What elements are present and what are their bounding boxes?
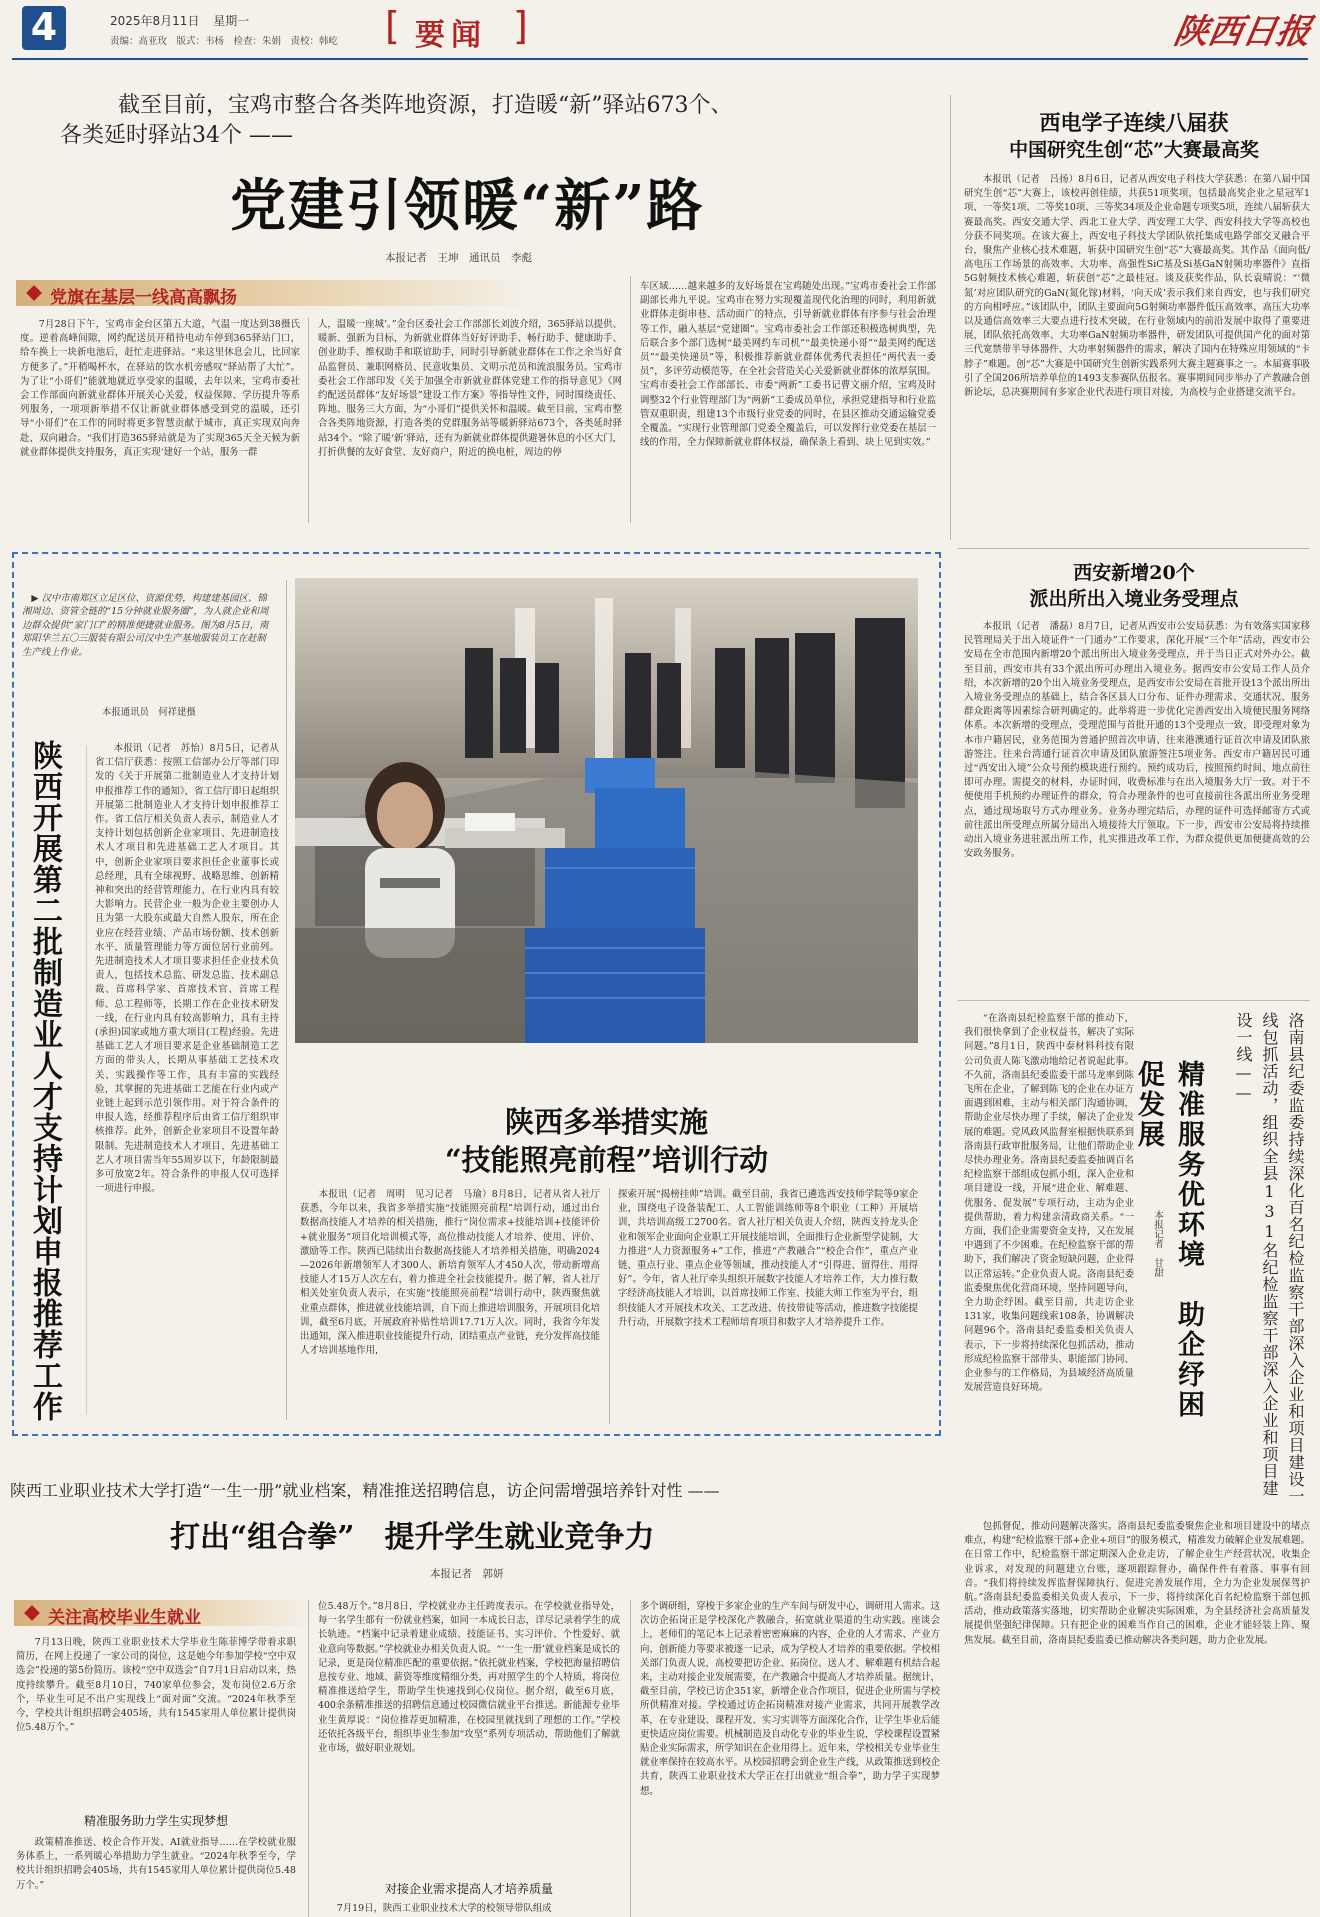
lead-column-1: 7月28日下午，宝鸡市金台区第五大道，气温一度达到38摄氏度。逆着高峰间隙，网约配送员开稍待电动车停到365驿站门口，给车换上一块新电池后，赶忙走进驿站。“来这里休息会儿，比回家方便多了。”开稍喝杯水，在驿站的饮水机旁感叹“驿站帮了大忙”。为了让“小哥们”能就地就近享受家的温暖，去年以来，宝鸡市委社会工作部面向新就业群体开展关心关爱，权益保障、学历提升等系列服务，一项项新举措不仅让新就业群体感受到党的温暖，还引导“小哥们”在工作的同时将更多智慧贡献于城市，真正实现双向奔赴、双向融合。“我们打造365驿站就是为了实现365天全天候为新就业群体提供支持服务，真正实现‘建好一个站，服务一群 bbox=[20, 319, 300, 458]
header-staff: 责编：高亚玫 版式：韦杨 检查：朱娟 责校：韩屹 bbox=[110, 36, 339, 47]
lead-column-2: 人，温暖一座城’。”金台区委社会工作部部长刘波介绍，365驿站以提供、暖新、强新为目标，为新就业群体当好好评助手、畅行助手、健康助手、创业助手、维权助手和联谊助手，同时引导新就业群体在工作之余当好食品监督员、兼职网格员、民意收集员、文明示范员和流浪服务员。宝鸡市委社会工作部印发《关于加强全市新就业群体党建工作的指导意见》《网约配送员群体“友好场景”建设工作方案》等指导性文件，同时围绕责任、阵地、服务三大方面，为“小哥们”提供关怀和温暖。截至目前，宝鸡市整合各类阵地资源，打造各类的党群服务站等暖新驿站673个，各类延时驿站34个。“除了暖‘新’驿站，还有为新就业群体提供避暑休息的小区大门，打折供餐的友好食堂、友好商户，附近的换电桩，周边的停 bbox=[318, 319, 622, 458]
subhead-diamond-icon bbox=[26, 285, 42, 301]
luonan-vertical-kicker: 洛南县纪委监委持续深化百名纪检监察干部深入企业和项目建设一线包抓活动，组织全县131名纪检监察干部深入企业和项目建设一线—— bbox=[1234, 1012, 1305, 1505]
section-label-frame bbox=[385, 4, 535, 53]
talent-title-rule bbox=[86, 745, 87, 1415]
xian-headline-line2: 派出所出入境业务受理点 bbox=[1029, 588, 1239, 610]
lead-kicker-line1: 截至目前，宝鸡市整合各类阵地资源，打造暖“新”驿站673个、 bbox=[118, 93, 733, 118]
xdu-story bbox=[958, 95, 1318, 535]
header-date bbox=[110, 12, 249, 29]
page-header bbox=[0, 0, 1320, 60]
college-column-2b: 7月19日，陕西工业职业技术大学的校领导带队组成 bbox=[336, 1903, 552, 1914]
masthead-logo: 陕西日报 bbox=[1170, 12, 1314, 52]
skills-headline-line1: 陕西多举措实施 bbox=[504, 1105, 708, 1139]
xian-top-rule bbox=[958, 548, 1310, 549]
lead-subhead: 党旗在基层一线高高飘扬 bbox=[50, 288, 237, 308]
college-byline: 本报记者 郭妍 bbox=[430, 1568, 504, 1580]
weekday-text: 星期一 bbox=[213, 14, 250, 28]
skills-headline-line2: “技能照亮前程”培训行动 bbox=[444, 1143, 769, 1177]
college-headline: 打出“组合拳” 提升学生就业竞争力 bbox=[170, 1520, 655, 1555]
subhead-diamond-icon-2 bbox=[24, 1605, 40, 1621]
lead-headline: 党建引领暖“新”路 bbox=[230, 173, 705, 239]
college-divider-2 bbox=[630, 1600, 631, 1917]
college-kicker: 陕西工业职业技术大学打造“一生一册”就业档案，精准推送招聘信息，访企问需增强培养针对性 —— bbox=[10, 1481, 720, 1500]
luonan-byline: 本报记者 甘甜 bbox=[1152, 1210, 1163, 1278]
xian-body: 本报讯（记者 潘磊）8月7日，记者从西安市公安局获悉：为有效落实国家移民管理局关于出入境证件“一门通办”工作要求，深化开展“三个年”活动，西安市公安局在全市范围内新增20个派出所出入境业务受理点，并于当日正式对外办公。截至目前，西安市共有33个派出所可办理出入境业务。据西安市公安局工作人员介绍，本次新增的20个出入境业务受理点，是西安市公安局在首批开设13个派出所出入境业务受理点的基础上，结合各区县人口分布、证件办理需求、交通状况、服务群众距离等因素综合研判确定的。此举将进一步优化完善西安出入境便民服务网络体系。本次新增的受理点，受理范围与首批开通的13个受理点一致，即受理对象为本市户籍居民，业务范围为普通护照首次申请、往来港澳通行证首次申请及团队旅游签注、往来台湾通行证首次申请及团队旅游签注5项业务。西安市户籍居民可通过“西安出入境”公众号预约模块进行预约。预约成功后，按照预约时间、地点前往即可办理。需提交的材料，办证时间，收费标准与在出入境服务大厅一致。对于不便使用手机预约办理证件的群众，符合办理条件的也可直接前往各派出所业务受理点，通过现场取号方式办理业务。业务办理完结后，办理的证件可选择邮寄方式或前往派出所受理点所属分局出入境接待大厅领取。下一步，西安市公安局将持续推动出入境业务进驻派出所工作，扎实推进改革工作，为群众提供更加便捷高效的公安政务服务。 bbox=[964, 621, 1310, 860]
right-column-divider bbox=[950, 95, 951, 540]
section-label: 要闻 bbox=[415, 18, 487, 53]
photo-credit: 本报通讯员 何祥建摄 bbox=[102, 707, 196, 718]
xian-headline-line1: 西安新增20个 bbox=[1073, 562, 1195, 584]
lead-byline: 本报记者 王坤 通讯员 李彪 bbox=[385, 252, 532, 264]
luonan-top-rule bbox=[958, 1000, 1310, 1001]
photo-caption: ▶ 汉中市南郑区立足区位、资源优势，构建建基园区、锦湘周边、资管全链的“15分钟就业服务圈”，为人就企业和周边群众提供“家门口”的精准便捷就业服务。图为8月5日，南郑阳华兰五〇三服装有限公司汉中生产基地服装员工在赶制生产线上作业。 bbox=[22, 593, 269, 658]
xdu-headline-line2: 中国研究生创“芯”大赛最高奖 bbox=[1009, 139, 1259, 161]
college-col2-subtitle: 对接企业需求提高人才培养质量 bbox=[384, 1882, 553, 1896]
lead-story bbox=[0, 62, 990, 534]
luonan-vertical-title: 精准服务优环境 助企纾困促发展 bbox=[1133, 1060, 1204, 1420]
skills-body-col2: 探索开展“揭榜挂帅”培训。截至目前，我省已遴选西安技师学院等9家企业，围绕电子设备装配工、人工智能训练师等8个职业（工种）开展培训，共培训高级工2700名。省人社厅相关负责人介绍，陕西支持龙头企业和领军企业面向企业职工开展技能培训，全面推行企业新型学徒制，大力推进“人力资源服务+”工作，推进“产教融合”“校企合作”，重点产业链、重点行业、重点企业等领域，推动技能人才“引得进、留得住、用得好”。今年，省人社厅牵头组织开展数字技能人才培养工作，大力推行数字经济高技能人才培训，以首席技师工作室、技能大师工作室为平台，组织技能人才开展技术攻关、工艺改进、传技带徒等活动，推进数字技能提升行动，开展数字技术工程师培育项目和数字人才培养提升工作。 bbox=[618, 1189, 919, 1328]
header-rule bbox=[12, 58, 1308, 60]
college-story bbox=[0, 1440, 958, 1917]
page-number: 4 bbox=[30, 5, 58, 49]
talent-body: 本报讯（记者 苏怡）8月5日，记者从省工信厅获悉：按照工信部办公厅等部门印发的《关于开展第二批制造业人才支持计划申报推荐工作的通知》，省工信厅即日起组织开展第二批制造业人才支持计划申报推荐工作。省工信厅相关负责人表示，制造业人才支持计划包括创新企业家项目、先进制造技术人才项目和先进基础工艺人才项目。其中，创新企业家项目要求担任企业董事长或总经理，具有全球视野、战略思维、创新精神和突出的经营管理能力，在行业内具有较大影响力。民营企业一般为企业主要创办人且为第一大股东或最大自然人股东，所在企业应在经营业绩、产品市场份额、技术创新水平、质量管理能力等方面位居行业前列。先进制造技术人才项目要求担任企业技术负责人，包括技术总监、研发总监、技术副总裁、首席科学家、首席技术官、首席工程师、总工程师等，长期工作在企业技术研发一线，在行业内具有较高影响力，具有主持(承担)国家或地方重大项目(工程)经验。先进基础工艺人才项目要求是企业基础制造工艺方面的带头人，长期从事基础工艺技术攻关、实践操作等工作，具有丰富的实践经验，其掌握的先进基础工艺能在行业内或产业链上起到示范引领作用。对于符合条件的申报人选，经推荐程序后由省工信厅组织审核推荐。此外，创新企业家项目不设置年龄限制。先进制造技术人才项目、先进基础工艺人才项目需当年55周岁以下，年龄限制最多可放宽2年。符合条件的申报人仅可选择一项进行申报。 bbox=[95, 743, 279, 1195]
date-text: 2025年8月11日 bbox=[110, 14, 200, 28]
college-subhead-bar bbox=[14, 1600, 314, 1626]
college-divider-1 bbox=[308, 1600, 309, 1917]
college-column-1b: 政策精准推送、校企合作开发、AI就业指导……在学校就业服务体系上，一系列暖心举措助力学生就业。“2024年秋季至今，学校共计组织招聘会405场，共有1545家用人单位累计提供岗位5.48万个。” bbox=[16, 1837, 296, 1891]
lead-column-3: 车区域……越来越多的友好场景在宝鸡随处出现。”宝鸡市委社会工作部副部长弗九平说。宝鸡市在努力实现覆盖现代化治理的同时，利用新就业群体走街串巷、活动面广的特点，引导新就业群体有序参与社会治理等工作，融入基层“党建圈”。宝鸡市委社会工作部还积极选树典型，先后联合多个部门选树“最美网约车司机”“最美快递小哥”“最美网约配送员”“最美快递员”等，积极推荐新就业群体优秀代表担任“两代表一委员”，多评劳动模范等，在全社会营造关心关爱新就业群体的浓厚氛围。宝鸡市委社会工作部部长、市委“两新”工委书记曹文丽介绍，宝鸡及时调整32个行业管理部门为“两新”工委成员单位，承担党建指导和行业监管双重职责，组建13个市级行业党委的同时，在县区推动交通运输党委全覆盖。“实现行业管理部门党委全覆盖后，可以发挥行业党委在基层一线的作用，全力保障新就业群体权益，确保条上看到、块上见到实效。” bbox=[640, 281, 936, 449]
skills-body-col1: 本报讯（记者 周明 见习记者 马瑜）8月8日，记者从省人社厅获悉，今年以来，我省多举措实施“技能照亮前程”培训行动，通过出台数据高技能人才培养的相关措施，推行“岗位需求+技能培训+技能评价+就业服务”项目化培训模式等，高位推动技能人才培养、使用、评价、激励等工作。陕西已陆续出台数据高技能人才培养相关措施，明确2024—2026年新增领军人才300人、新培育领军人才450人次，带动新增高技能人才15万人次左右，着力推进全社会技能提升。据了解，省人社厅相关处室负责人表示，在实施“技能照亮前程”培训行动中，陕西聚焦就业重点群体，推进就业技能培训，自下而上推进培训服务，开展项目化培训，截至6月底，开展政府补贴性培训17.71万人次。同时，我省今年发出通知，深入推进职业技能提升行动，团结重点产业链，充分发挥高技能人才培训基地作用， bbox=[300, 1189, 601, 1357]
xdu-headline-line1: 西电学子连续八届获 bbox=[1039, 110, 1229, 135]
skills-col-divider bbox=[609, 1188, 610, 1424]
college-column-1: 7月13日晚，陕西工业职业技术大学毕业生陈菲博学带着求职简历，在网上投递了一家公司的岗位，这是她今年参加学校“空中双选会”投递的第5份简历。该校“空中双选会”自7月1日启动以来，热度持续攀升。截至8月10日，740家单位参会，发布岗位2.6万余个，毕业生可足不出户实现线上“面对面”交流。“2024年秋季至今，学校共计组织招聘会405场，共有1545家用人单位累计提供岗位5.48万个。” bbox=[16, 1637, 296, 1734]
college-col1-subtitle: 精准服务助力学生实现梦想 bbox=[83, 1814, 228, 1828]
college-column-3: 多个调研组，穿梭于多家企业的生产车间与研发中心，调研用人需求。这次访企拓岗正是学校深化产教融合，拓宽就业渠道的生动实践。座谈会上，老师们的笔记本上记录着密密麻麻的内容，企业的人才需求、产业方向、创新能力等要求被逐一记录，成为学校人才培养的重要依据。学校相关部门负责人说，高校要把访企业、拓岗位、送人才、解难题有机结合起来，主动对接企业发展需要，在产教融合中提高人才培养质量。据统计，截至目前，学校已访企351家，新增企业合作项目，促进企业所需与学校所供精准对接。学校通过访企拓岗精准对接产业需求，共同开展教学改革，在专业建设、课程开发、实习实训等方面深化合作，让学生毕业后能更快适应岗位需要。机械制造及自动化专业的毕业生说，学校课程设置紧贴企业实际需求，所学知识在企业用得上。近年来，学校相关专业毕业生就业率保持在较高水平。从校园招聘会到企业生产线，从政策推送到校企共育，陕西工业职业技术大学正在打出就业“组合拳”，助力学子实现梦想。 bbox=[640, 1601, 941, 1797]
left-bracket: [ bbox=[385, 4, 400, 48]
luonan-column-lower: 包抓督促，推动问题解决落实。洛南县纪委监委聚焦企业和项目建设中的堵点难点，构建“纪检监察干部+企业+项目”的服务模式，精准发力破解企业发展难题。在日常工作中，纪检监察干部定期深入企业走访，了解企业生产经营状况，收集企业诉求，对发现的问题建立台账，逐项跟踪督办，确保件件有着落、事事有回音。“我们将持续发挥监督保障执行、促进完善发展作用，全力为企业发展保驾护航。”洛南县纪委监委相关负责人表示，下一步，将持续深化百名纪检监察干部包抓活动，推动政策落实落地，切实帮助企业解决实际困难，为全县经济社会高质量发展提供坚强纪律保障。只有把企业的困难当作自己的困难，企业才能轻装上阵、聚焦发展。截至目前，洛南县纪委监委已推动解决各类问题，助力企业发展。 bbox=[964, 1521, 1310, 1646]
lead-col-divider-2 bbox=[630, 276, 631, 523]
xian-story bbox=[958, 548, 1318, 978]
college-column-2: 位5.48万个。”8月8日，学校就业办主任跨度表示。在学校就业指导处，每一名学生都有一份就业档案，如同一本成长日志，详尽记录着学生的成长轨迹。“档案中记录着建业成绩、技能证书、实习评价、个性爱好、就业意向等数据。”学校就业办相关负责人说。“‘一生一册’就业档案是成长的记录，更是岗位精准匹配的重要依据。”依托就业档案，学校把海量招聘信息按专业、地域、薪资等维度精细分类，再对照学生的个人特质，将岗位精准推送给学生，帮助学生快速找到心仪岗位。据介绍，截至6月底，400余条精准推送的招聘信息通过校园微信就业平台推送。新能源专业毕业生黄厚说：“岗位推荐更加精准，在校园里就找到了理想的工作。”学校还依托各级平台，组织毕业生参加“攻坚”系列专项活动，帮助他们了解就业市场，做好职业规划。 bbox=[318, 1601, 620, 1755]
photo-caption-box bbox=[22, 592, 272, 722]
lead-col-divider-1 bbox=[308, 318, 309, 523]
news-photo bbox=[295, 578, 918, 1043]
right-bracket: ] bbox=[513, 4, 528, 48]
lead-subhead-bar bbox=[16, 280, 536, 306]
lead-kicker-line2: 各类延时驿站34个 —— bbox=[60, 123, 293, 148]
luonan-body-top: “在洛南县纪检监察干部的推动下，我们很快拿到了企业权益书，解决了实际问题。”8月1日，陕西中泰材料科技有限公司负责人陈飞激动地给记者说起此事。不久前，洛南县纪委监委干部马龙率到陈飞所在企业，了解到陈飞的企业在办证方面遇到困难，主动与相关部门沟通协调，帮助企业尽快办理了手续，解决了企业发展的难题。党风政风监督室根据快联系到洛南县行政审批服务局，让他们帮助企业尽快办理业务。洛南县纪委监委抽调百名纪检监察干部组成包抓小组，深入企业和项目建设一线，开展“进企业、解难题、优服务、促发展”专项行动，主动为企业提供帮助，着力构建亲清政商关系。“一方面，我们企业需要资金支持，又在发展中遇到了不少困难。在纪检监察干部的帮助下，我们解决了资金短缺问题，企业得以正常运转。”企业负责人说。洛南县纪委监委聚焦优化营商环境，坚持问题导向，全力助企纾困。截至目前，共走访企业131家，收集问题线索108条，协调解决问题96个。洛南县纪委监委相关负责人表示，下一步将持续深化包抓活动，推动形成纪检监察干部带头、职能部门协同、企业参与的工作格局，为县域经济高质量发展营造良好环境。 bbox=[964, 1013, 1134, 1394]
college-subhead: 关注高校毕业生就业 bbox=[48, 1608, 201, 1628]
xdu-body: 本报讯（记者 吕扬）8月6日，记者从西安电子科技大学获悉：在第八届中国研究生创“芯”大赛上，该校再创佳绩，共获51项奖项，包括最高奖企业之星冠军1项、一等奖1项、二等奖10项、三等奖34项及企业命题专项奖5项，连续八届斩获大赛最高奖。西安交通大学、西北工业大学、西安理工大学、西安科技大学等高校也分获不同奖项。在该大赛上，西安电子科技大学团队依托集成电路学部交叉融合平台，聚焦产业核心技术难题，斩获中国研究生创“芯”大赛最高奖。其作品《面向低/高电压工作场景的高效率、大功率、高强性SiC基及Si基GaN射频功率器件》直指5G射频技术核心难题，斩获创“芯”之最桂冠。谈及获奖作品，队长袁晴说：“‘微氮’对应团队研究的GaN(氮化镓)材料，‘向天成’表示我们来自西安，也与我们研究的方向相呼应。”该团队中，团队主要面向5G射频功率器件低压高效率、高压大功率以及通信高效率三大要点进行技术突破，在行业领域内的前沿发展中取得了重要进展，团队依托高效率、大功率GaN射频功率器件，研发团队可提供国产化的面对第三代宽禁带半导体器件、大功率射频器件的需求，解决了国内在特殊应用领域的“卡脖子”难题。创“芯”大赛是中国研究生创新实践系列大赛主题赛事之一。本届赛事吸引了全国206所培养单位的1493支参赛队伍报名。赛事期间同步举办了产教融合创新论坛，总决赛期间有多家企业代表进行项目对接，为高校与企业搭建交流平台。 bbox=[964, 174, 1310, 399]
talent-vertical-title: 陕西开展第二批制造业人才支持计划申报推荐工作 bbox=[27, 740, 62, 1422]
factory-photo-illustration bbox=[295, 578, 918, 1043]
talent-column-rule bbox=[286, 580, 287, 1420]
